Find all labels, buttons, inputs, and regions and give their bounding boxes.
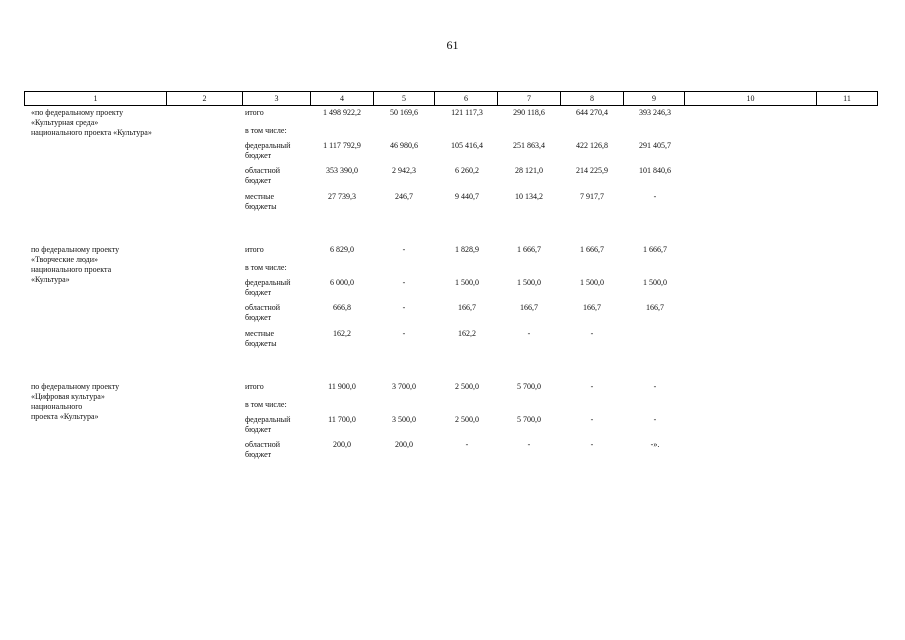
funding-value: 246,7 [395, 192, 413, 201]
funding-source-label-line: местные [245, 192, 275, 201]
funding-value: 27 739,3 [328, 192, 356, 201]
funding-value: 3 500,0 [392, 415, 416, 424]
funding-value: 1 500,0 [455, 278, 479, 287]
project-title-line: национального проекта «Культура» [31, 128, 152, 137]
project-title-line: по федеральному проекту [31, 245, 120, 254]
funding-value: 422 126,8 [576, 141, 608, 150]
column-number: 7 [498, 92, 561, 106]
funding-value: 166,7 [646, 303, 664, 312]
funding-value: - [402, 245, 406, 254]
funding-source-label-line: бюджеты [245, 339, 277, 348]
funding-source-label-line: областной [245, 440, 281, 449]
funding-source-label-line: в том числе: [245, 263, 287, 272]
funding-value: - [653, 415, 657, 424]
project-title-line: по федеральному проекту [31, 382, 120, 391]
funding-value: 1 666,7 [643, 245, 667, 254]
funding-value: -». [650, 440, 660, 449]
column-number: 10 [685, 92, 817, 106]
funding-value: 10 134,2 [515, 192, 543, 201]
funding-value: - [402, 278, 406, 287]
funding-value: 2 942,3 [392, 166, 416, 175]
funding-source-label [245, 329, 277, 349]
funding-source-label-line: бюджет [245, 425, 272, 434]
funding-value: 7 917,7 [580, 192, 604, 201]
column-number: 4 [311, 92, 374, 106]
funding-source-label-line: бюджет [245, 313, 272, 322]
funding-value: 1 500,0 [643, 278, 667, 287]
funding-source-label-line: областной [245, 166, 281, 175]
project-title-line: проекта «Культура» [31, 412, 99, 421]
funding-value: 6 000,0 [330, 278, 354, 287]
funding-value: 1 500,0 [580, 278, 604, 287]
funding-value: 1 666,7 [517, 245, 541, 254]
funding-value: 5 700,0 [517, 382, 541, 391]
funding-source-label [245, 141, 290, 161]
funding-value: - [527, 440, 531, 449]
funding-value: 166,7 [458, 303, 476, 312]
funding-value: - [590, 440, 594, 449]
funding-value: 6 260,2 [455, 166, 479, 175]
funding-source-label-line: федеральный [245, 141, 291, 150]
column-number: 2 [167, 92, 243, 106]
funding-source-label [245, 192, 277, 212]
funding-value: 2 500,0 [455, 382, 479, 391]
funding-value: 214 225,9 [576, 166, 608, 175]
funding-value: - [653, 192, 657, 201]
column-number: 6 [435, 92, 498, 106]
funding-source-label [245, 126, 287, 136]
funding-value: 50 169,6 [390, 108, 418, 117]
column-number-header [24, 91, 878, 106]
funding-source-label [245, 108, 264, 118]
project-title-line: «Творческие люди» [31, 255, 98, 264]
project-title-line: «по федеральному проекту [31, 108, 124, 117]
funding-value: 46 980,6 [390, 141, 418, 150]
funding-value: 9 440,7 [455, 192, 479, 201]
funding-source-label [245, 263, 287, 273]
column-number: 5 [374, 92, 435, 106]
funding-source-label-line: бюджеты [245, 202, 277, 211]
funding-value: - [590, 329, 594, 338]
project-title [31, 245, 191, 285]
funding-value: 11 700,0 [328, 415, 356, 424]
funding-source-label-line: в том числе: [245, 400, 287, 409]
funding-source-label-line: итого [245, 245, 264, 254]
funding-source-label-line: в том числе: [245, 126, 287, 135]
column-number: 11 [817, 92, 878, 106]
funding-value: 200,0 [395, 440, 413, 449]
funding-value: - [527, 329, 531, 338]
funding-source-label-line: федеральный [245, 415, 291, 424]
funding-value: 101 840,6 [639, 166, 671, 175]
funding-value: - [653, 382, 657, 391]
funding-value: - [402, 303, 406, 312]
funding-value: 1 500,0 [517, 278, 541, 287]
funding-source-label [245, 382, 264, 392]
funding-source-label-line: бюджет [245, 151, 272, 160]
funding-value: 162,2 [333, 329, 351, 338]
funding-source-label-line: итого [245, 382, 264, 391]
funding-value: 28 121,0 [515, 166, 543, 175]
funding-value: 166,7 [520, 303, 538, 312]
funding-value: 251 863,4 [513, 141, 545, 150]
column-number: 1 [25, 92, 167, 106]
funding-source-label [245, 278, 290, 298]
funding-source-label-line: бюджет [245, 450, 272, 459]
funding-value: 393 246,3 [639, 108, 671, 117]
funding-value: - [590, 415, 594, 424]
funding-source-label-line: областной [245, 303, 281, 312]
project-title-line: национального [31, 402, 83, 411]
funding-value: 11 900,0 [328, 382, 356, 391]
funding-value: 1 117 792,9 [323, 141, 361, 150]
funding-value: 3 700,0 [392, 382, 416, 391]
funding-source-label [245, 415, 290, 435]
funding-source-label [245, 166, 280, 186]
column-number: 9 [624, 92, 685, 106]
funding-value: 105 416,4 [451, 141, 483, 150]
funding-source-label [245, 245, 264, 255]
funding-value: - [590, 382, 594, 391]
funding-value: - [465, 440, 469, 449]
page-number: 61 [446, 38, 459, 52]
project-title-line: национального проекта [31, 265, 112, 274]
funding-value: 166,7 [583, 303, 601, 312]
funding-value: 162,2 [458, 329, 476, 338]
funding-value: 200,0 [333, 440, 351, 449]
funding-value: 2 500,0 [455, 415, 479, 424]
project-title [31, 108, 191, 138]
funding-source-label-line: федеральный [245, 278, 291, 287]
project-title-line: «Цифровая культура» [31, 392, 105, 401]
project-title [31, 382, 191, 422]
funding-value: 1 498 922,2 [323, 108, 361, 117]
funding-value: 353 390,0 [326, 166, 358, 175]
project-title-line: «Культура» [31, 275, 70, 284]
funding-source-label [245, 303, 280, 323]
funding-source-label-line: бюджет [245, 176, 272, 185]
funding-value: 5 700,0 [517, 415, 541, 424]
funding-value: 666,8 [333, 303, 351, 312]
funding-value: - [402, 329, 406, 338]
column-number: 8 [561, 92, 624, 106]
funding-source-label [245, 400, 287, 410]
funding-value: 6 829,0 [330, 245, 354, 254]
funding-source-label-line: местные [245, 329, 275, 338]
column-number: 3 [243, 92, 311, 106]
funding-value: 644 270,4 [576, 108, 608, 117]
funding-value: 1 666,7 [580, 245, 604, 254]
funding-source-label [245, 440, 280, 460]
funding-value: 290 118,6 [513, 108, 545, 117]
funding-value: 1 828,9 [455, 245, 479, 254]
funding-source-label-line: бюджет [245, 288, 272, 297]
funding-source-label-line: итого [245, 108, 264, 117]
project-title-line: «Культурная среда» [31, 118, 99, 127]
funding-value: 121 117,3 [451, 108, 483, 117]
funding-value: 291 405,7 [639, 141, 671, 150]
